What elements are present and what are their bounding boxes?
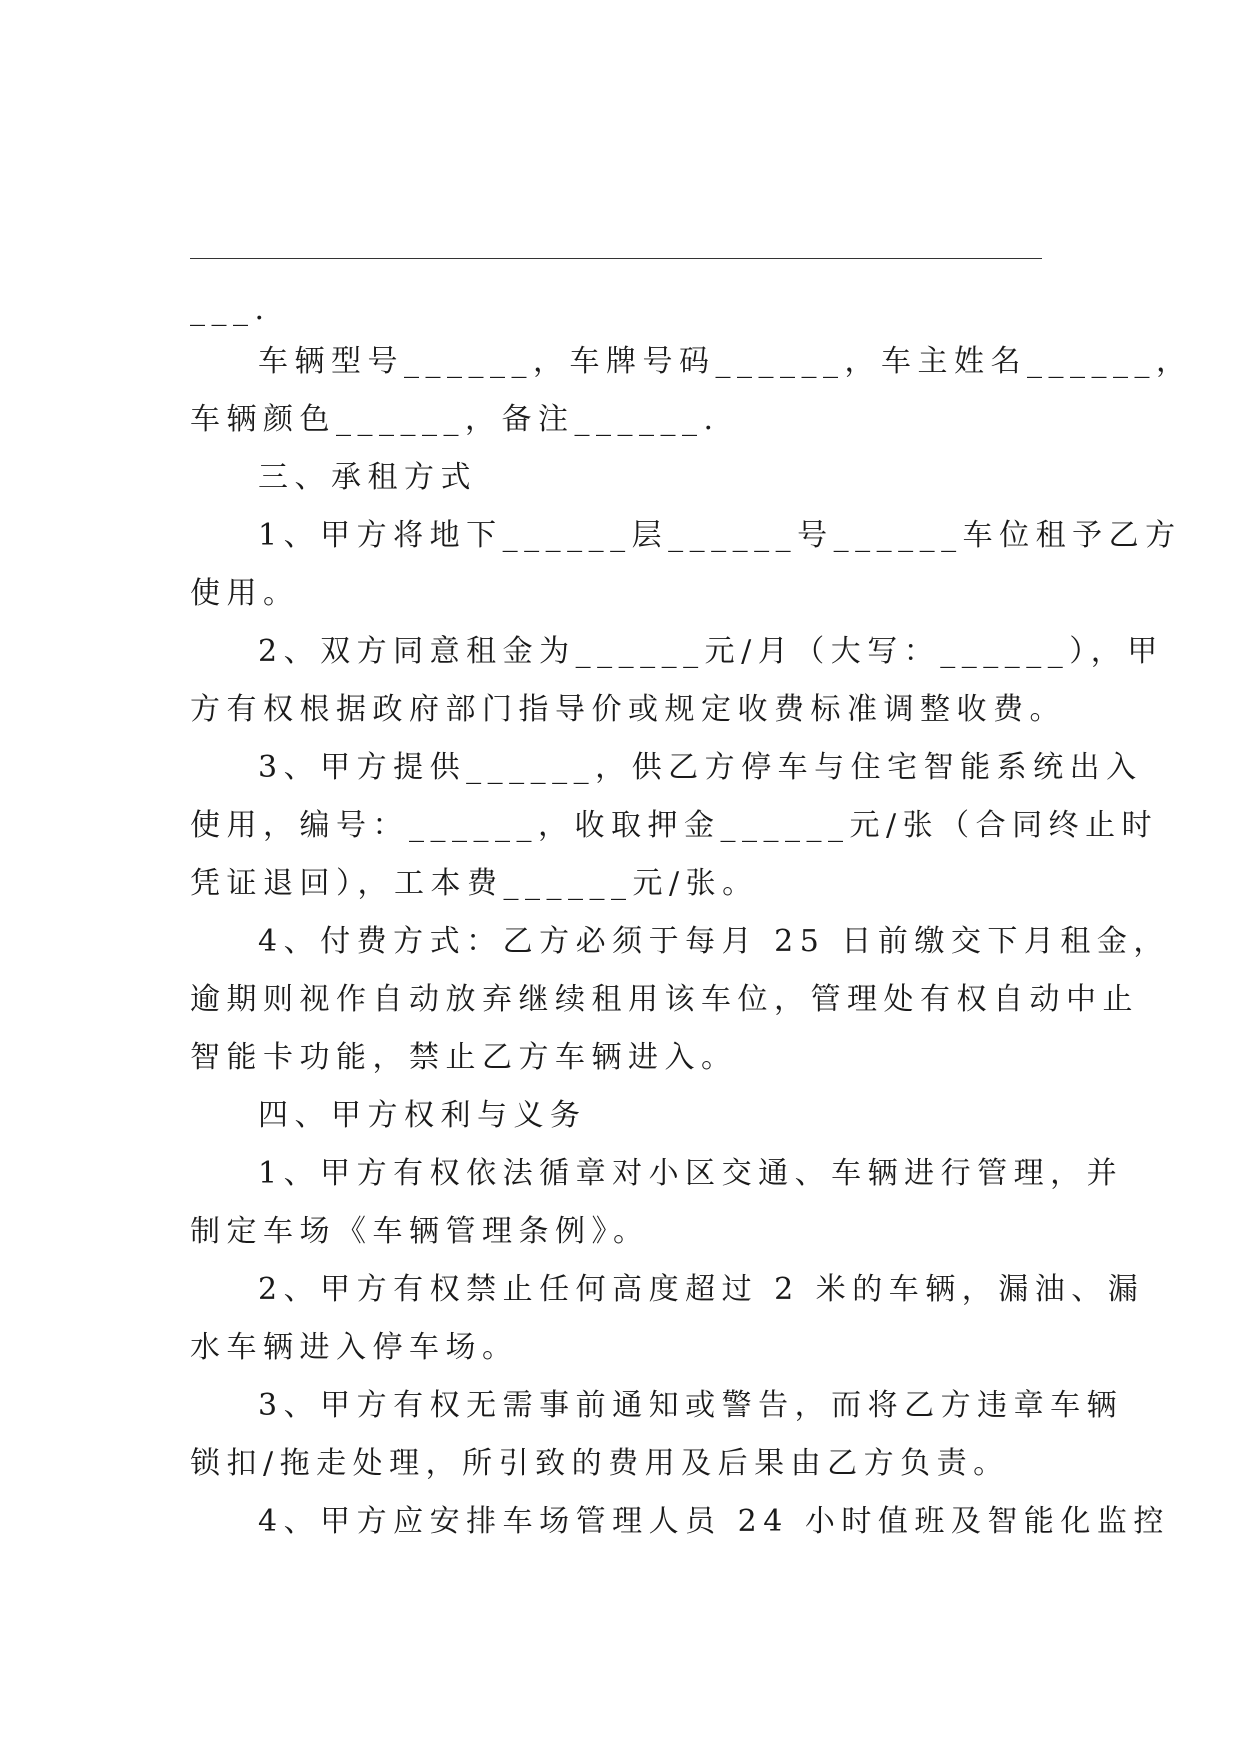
text-line: 4、付费方式：乙方必须于每月 25 日前缴交下月租金，: [258, 924, 1170, 959]
text-line: 2、双方同意租金为______元/月（大写：______），甲: [258, 634, 1164, 669]
text-line: ___.: [190, 292, 271, 327]
text-line: 2、甲方有权禁止任何高度超过 2 米的车辆，漏油、漏: [258, 1272, 1145, 1307]
text-line: 锁扣/拖走处理，所引致的费用及后果由乙方负责。: [190, 1446, 1010, 1481]
text-line: 逾期则视作自动放弃继续租用该车位，管理处有权自动中止: [190, 982, 1139, 1017]
text-line: 制定车场《车辆管理条例》。: [190, 1214, 650, 1249]
text-line: 1、甲方有权依法循章对小区交通、车辆进行管理，并: [258, 1156, 1124, 1191]
text-line: 方有权根据政府部门指导价或规定收费标准调整收费。: [190, 692, 1066, 727]
section-heading: 四、甲方权利与义务: [258, 1098, 587, 1133]
text-line: 智能卡功能，禁止乙方车辆进入。: [190, 1040, 738, 1075]
text-line: 使用。: [190, 576, 300, 611]
blank-fill-line: [190, 258, 1042, 259]
text-line: 使用，编号：______，收取押金______元/张（合同终止时: [190, 808, 1159, 843]
text-line: 凭证退回），工本费______元/张。: [190, 866, 759, 901]
text-line: 车辆颜色______，备注______.: [190, 402, 720, 437]
text-line: 1、甲方将地下______层______号______车位租予乙方: [258, 518, 1182, 553]
text-line: 3、甲方有权无需事前通知或警告，而将乙方违章车辆: [258, 1388, 1124, 1423]
section-heading: 三、承租方式: [258, 460, 477, 495]
text-line: 4、甲方应安排车场管理人员 24 小时值班及智能化监控: [258, 1504, 1170, 1539]
text-line: 车辆型号______，车牌号码______，车主姓名______，: [258, 344, 1193, 379]
text-line: 3、甲方提供______，供乙方停车与住宅智能系统出入: [258, 750, 1143, 785]
text-line: 水车辆进入停车场。: [190, 1330, 519, 1365]
